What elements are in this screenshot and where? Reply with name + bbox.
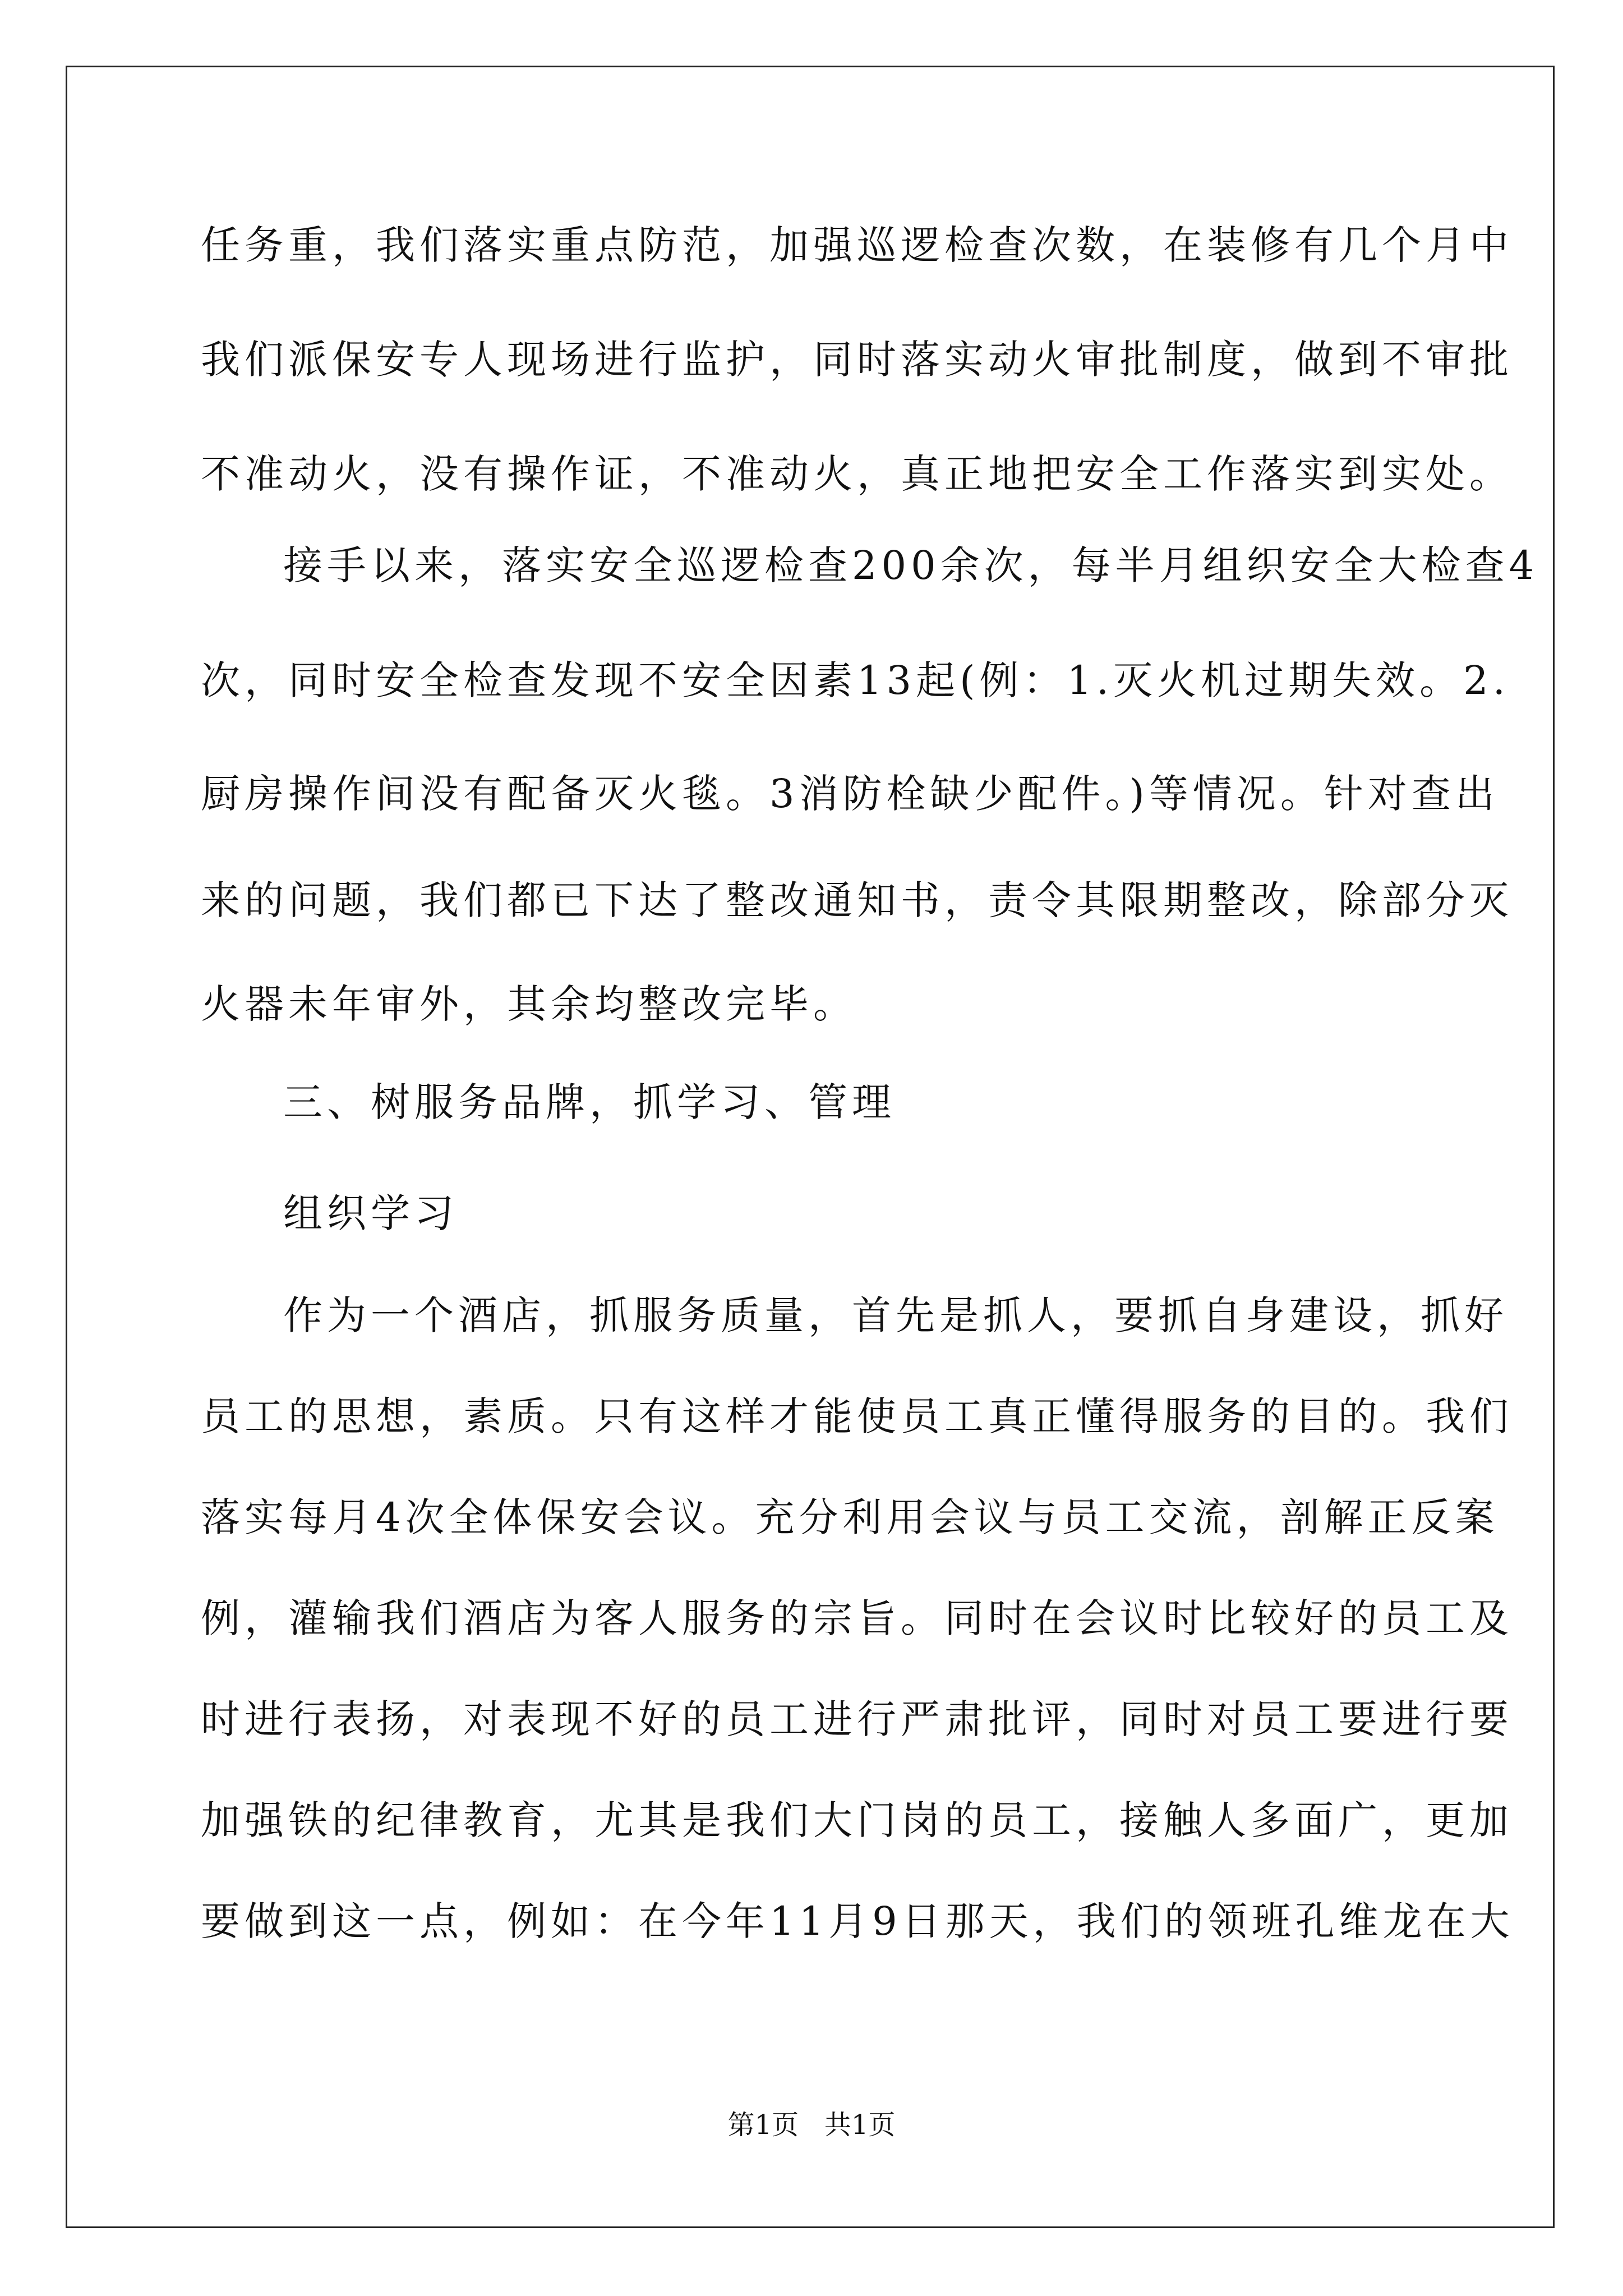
text-line: 作为一个酒店，抓服务质量，首先是抓人，要抓自身建设，抓好 [283, 1292, 1508, 1338]
text-line: 要做到这一点，例如：在今年11月9日那天，我们的领班孔维龙在大 [201, 1898, 1514, 1944]
text-line: 落实每月4次全体保安会议。充分利用会议与员工交流，剖解正反案 [201, 1494, 1499, 1540]
text-line: 加强铁的纪律教育，尤其是我们大门岗的员工，接触人多面广，更加 [201, 1797, 1513, 1843]
text-line: 例，灌输我们酒店为客人服务的宗旨。同时在会议时比较好的员工及 [201, 1595, 1513, 1641]
text-line: 不准动火，没有操作证，不准动火，真正地把安全工作落实到实处。 [201, 451, 1513, 497]
text-line: 来的问题，我们都已下达了整改通知书，责令其限期整改，除部分灭 [201, 877, 1513, 923]
text-line: 时进行表扬，对表现不好的员工进行严肃批评，同时对员工要进行要 [201, 1696, 1513, 1742]
page-number-footer: 第1页 共1页 [727, 2109, 896, 2141]
subsection-heading: 组织学习 [283, 1190, 458, 1236]
text-line: 员工的思想，素质。只有这样才能使员工真正懂得服务的目的。我们 [201, 1393, 1513, 1439]
text-line: 次，同时安全检查发现不安全因素13起(例：1.灭火机过期失效。2. [201, 657, 1510, 703]
text-line: 任务重，我们落实重点防范，加强巡逻检查次数，在装修有几个月中 [201, 222, 1513, 268]
text-line: 厨房操作间没有配备灭火毯。3消防栓缺少配件。)等情况。针对查出 [201, 771, 1499, 817]
text-line: 接手以来，落实安全巡逻检查200余次，每半月组织安全大检查4 [283, 542, 1539, 588]
text-line: 我们派保安专人现场进行监护，同时落实动火审批制度，做到不审批 [201, 337, 1513, 383]
text-line: 火器未年审外，其余均整改完毕。 [201, 981, 857, 1027]
section-heading: 三、树服务品牌，抓学习、管理 [283, 1079, 896, 1125]
